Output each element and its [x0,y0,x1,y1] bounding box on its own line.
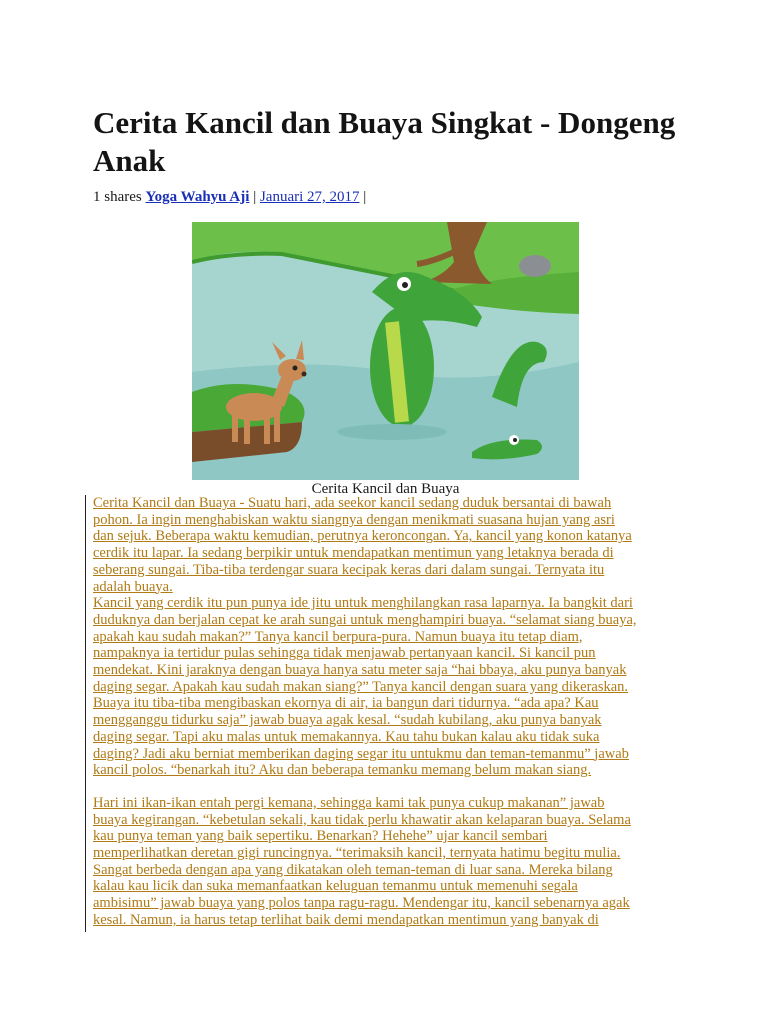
text-line: Sangat berbeda dengan apa yang dikatakan oleh teman-teman di luar sana. Mereka bilang [93,861,613,878]
article-title: Cerita Kancil dan Buaya Singkat - Dongeng Anak [93,105,676,178]
text-line: daging segar. Tapi aku malas untuk memakannya. Kau tahu bukan kalau aku tidak suka [93,728,600,745]
text-line: pohon. Ia ingin menghabiskan waktu siangnya dengan menikmati suasana hujan yang asri [93,511,615,528]
quote-bar [85,495,86,932]
text-line: memperlihatkan deretan gigi runcingnya. “terimaksih kancil, ternyata hatimu begitu mulia. [93,845,621,862]
text-line: apakah kau sudah makan?” Tanya kancil berpura-pura. Namun buaya itu tetap diam, [93,628,583,645]
text-line: Buaya itu tiba-tiba mengibaskan ekornya di air, ia bangun dari tidurnya. “ada apa? Kau [93,695,599,712]
text-line: buaya kegirangan. “kebetulan sekali, kau tidak perlu khawatir akan kelaparan buaya. Selama [93,811,631,828]
paragraph-gap [85,779,685,795]
text-line: duduknya dan berjalan cepat ke arah sungai untuk menghampiri buaya. “selamat siang buaya, [93,611,637,628]
text-line: Hari ini ikan-ikan entah pergi kemana, sehingga kami tak punya cukup makanan” jawab [93,794,605,811]
story-paragraph-3[interactable] [93,795,685,929]
text-line: mendekat. Kini jaraknya dengan buaya hanya satu meter saja “hai bbaya, aku punya banyak [93,662,627,679]
meta-separator-end: | [359,189,367,205]
text-line: dan sejuk. Beberapa waktu kemudian, perutnya keroncongan. Ya, kancil yang konon katanya [93,528,632,545]
share-count: 1 shares [93,189,142,205]
text-line: kalau kau licik dan suka memanfaatkan keluguan temanmu untuk memenuhi segala [93,878,578,895]
story-paragraph-2[interactable] [93,595,685,779]
text-line: ambisimu” jawab buaya yang polos tanpa ragu-ragu. Mendengar itu, kancil sebenarnya agak [93,895,630,912]
image-caption: Cerita Kancil dan Buaya [311,481,460,497]
text-line: Cerita Kancil dan Buaya - Suatu hari, ada seekor kancil sedang duduk bersantai di bawah [93,495,612,511]
text-line: kau punya teman yang baik sepertiku. Benarkan? Hehehe” ujar kancil sembari [93,828,548,845]
article-meta [93,189,366,206]
text-line: Kancil yang cerdik itu pun punya ide jitu untuk menghilangkan rasa laparnya. Ia bangkit dari [93,595,633,612]
text-line: daging? Jadi aku berniat memberikan daging segar itu untukmu dan teman-temanmu” jawab [93,745,629,762]
story-paragraph-1[interactable] [93,495,685,595]
text-line: daging segar. Apakah kau sudah makan siang?” Tanya kancil dengan suara yang dikeraskan. [93,678,629,695]
meta-separator: | [249,189,260,205]
story-body [85,495,685,929]
story-illustration [192,222,579,480]
text-line: cerdik itu lapar. Ia sedang berpikir untuk mendapatkan mentimun yang letaknya berada di [93,545,614,562]
text-line: mengganggu tidurku saja” jawab buaya agak kesal. “sudah kubilang, aku punya banyak [93,712,602,729]
text-line: kancil polos. “benarkah itu? Aku dan beberapa temanku memang belum makan siang. [93,762,592,779]
date-link[interactable]: Januari 27, 2017 [259,189,360,205]
text-line: nampaknya ia tertidur pulas sehingga tidak menjawab pertanyaan kancil. Si kancil pun [93,645,596,662]
author-link[interactable]: Yoga Wahyu Aji [145,189,250,205]
text-line: adalah buaya. [93,578,173,595]
text-line: seberang sungai. Tiba-tiba terdengar suara kecipak keras dari dalam sungai. Ternyata itu [93,561,605,578]
text-line: kesal. Namun, ia harus tetap terlihat baik demi mendapatkan mentimun yang banyak di [93,911,599,928]
